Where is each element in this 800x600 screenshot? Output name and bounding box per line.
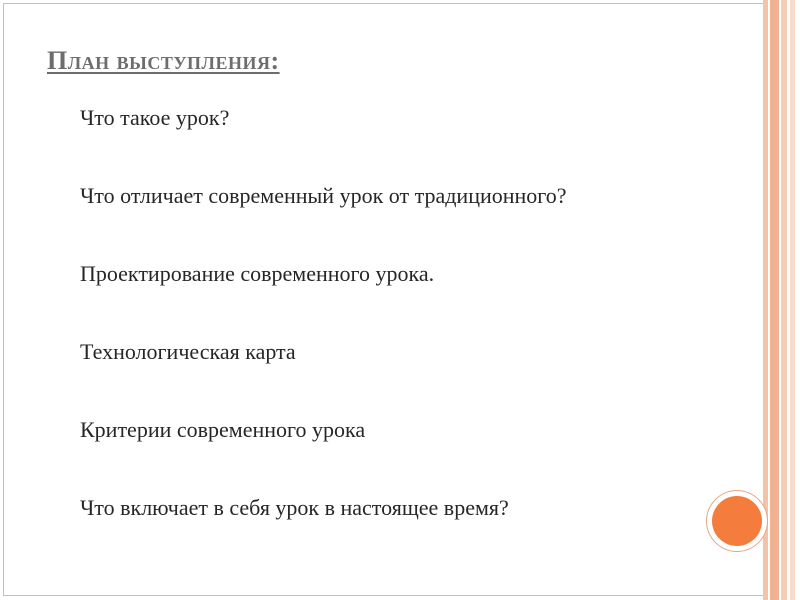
decorative-stripe <box>790 0 795 600</box>
list-item <box>46 182 567 260</box>
list-item <box>46 260 567 338</box>
list-item-text: Проектирование современного урока. <box>80 261 435 286</box>
slide-title: План выступления: <box>47 46 280 75</box>
list-item <box>46 338 567 416</box>
list-item-text: Критерии современного урока <box>80 417 366 442</box>
list-item <box>46 494 567 572</box>
decorative-circle <box>712 496 762 546</box>
list-item <box>46 416 567 494</box>
list-item-text: Что включает в себя урок в настоящее время? <box>80 495 509 520</box>
list-item <box>46 104 567 182</box>
bullet-list <box>46 104 567 572</box>
list-item-text: Что такое урок? <box>80 105 230 130</box>
list-item-text: Технологическая карта <box>80 339 296 364</box>
list-item-text: Что отличает современный урок от традиционного? <box>80 183 567 208</box>
decorative-stripe <box>770 0 779 600</box>
